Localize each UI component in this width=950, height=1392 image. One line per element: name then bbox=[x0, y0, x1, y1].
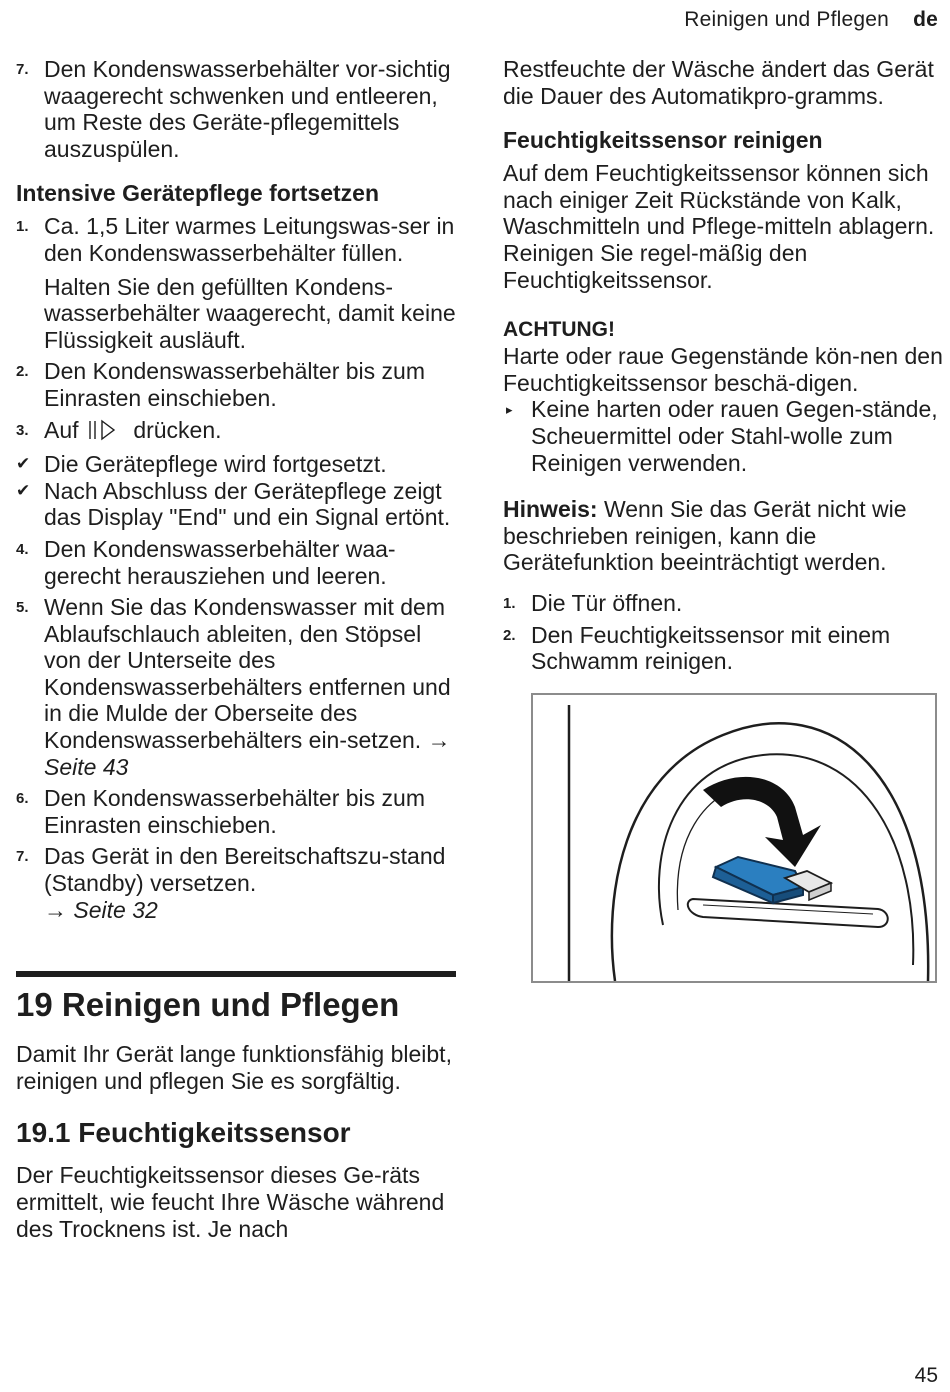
step-number: 2. bbox=[16, 363, 29, 381]
humidity-sensor-icon bbox=[713, 857, 831, 903]
subheading-continue-care: Intensive Gerätepflege fortsetzen bbox=[16, 180, 379, 207]
result-care-continues bbox=[16, 451, 456, 478]
step-text: Das Gerät in den Bereitschaftszu-stand (Standby) versetzen. bbox=[44, 843, 446, 897]
step-5-drain-hose bbox=[16, 594, 456, 780]
right-column bbox=[503, 56, 943, 983]
warning-bullet bbox=[503, 396, 943, 476]
step-4-remove-tank bbox=[16, 536, 456, 589]
step-text: Wenn Sie das Kondenswasser mit dem Ablaufschlauch ableiten, den Stöpsel von der Unterseite des Kondenswasserbehälters entfernen und in die Mulde der Oberseite des Kondenswasserbehälters ein-setzen. bbox=[44, 594, 451, 754]
step-text-before-icon: Auf bbox=[44, 416, 79, 443]
result-display-end bbox=[16, 478, 456, 531]
subheading-clean-sensor: Feuchtigkeitssensor reinigen bbox=[503, 127, 823, 154]
left-column bbox=[16, 56, 456, 1242]
checkmark-icon: ✔ bbox=[16, 480, 31, 500]
chapter-divider bbox=[16, 971, 456, 977]
step-number: 6. bbox=[16, 790, 29, 808]
step-3-press-start bbox=[16, 417, 456, 447]
result-text: Die Gerätepflege wird fortgesetzt. bbox=[44, 451, 387, 478]
step-text: Den Kondenswasserbehälter vor-sichtig waagerecht schwenken und entleeren, um Reste des Geräte-pflegemittels auszuspülen. bbox=[44, 56, 451, 162]
step-text: Den Kondenswasserbehälter bis zum Einrasten einschieben. bbox=[44, 785, 425, 838]
running-header-section: Reinigen und Pflegen bbox=[684, 8, 890, 31]
step-1-fill-water bbox=[16, 213, 456, 266]
step-number: 7. bbox=[16, 848, 29, 866]
step-number: 5. bbox=[16, 599, 29, 617]
step-2-insert-tank bbox=[16, 358, 456, 411]
sensor-intro: Auf dem Feuchtigkeitssensor können sich nach einiger Zeit Rückstände von Kalk, Waschmitteln und Pflege-mitteln ablagern. Reinigen Sie regel-mäßig den Feuchtigkeitssensor. bbox=[503, 160, 935, 293]
section-text: Der Feuchtigkeitssensor dieses Ge-räts ermittelt, wie feucht Ihre Wäsche während des Trocknens ist. Je nach bbox=[16, 1162, 445, 1242]
page-header bbox=[684, 8, 938, 32]
step-number: 1. bbox=[503, 594, 516, 612]
chapter-intro: Damit Ihr Gerät lange funktionsfähig bleibt, reinigen und pflegen Sie es sorgfältig. bbox=[16, 1041, 452, 1094]
note-text: Wenn Sie das Gerät nicht wie beschrieben reinigen, kann die Gerätefunktion beeinträchtigt werden. bbox=[503, 496, 907, 576]
step-text: Den Kondenswasserbehälter waa-gerecht herausziehen und leeren. bbox=[44, 535, 396, 589]
checkmark-icon: ✔ bbox=[16, 454, 31, 474]
note-paragraph bbox=[503, 496, 943, 576]
page-number: 45 bbox=[914, 1364, 938, 1387]
warning-text: Harte oder raue Gegenstände kön-nen den Feuchtigkeitssensor beschä-digen. bbox=[503, 343, 943, 396]
page-reference-link[interactable]: → Seite 32 bbox=[44, 896, 158, 923]
step-number: 7. bbox=[16, 61, 29, 78]
note-label: Hinweis: bbox=[503, 496, 598, 523]
page-reference-link[interactable]: → Seite 43 bbox=[44, 727, 451, 780]
start-pause-icon bbox=[87, 419, 121, 447]
result-text: Nach Abschluss der Gerätepflege zeigt das Display "End" und ein Signal ertönt. bbox=[44, 477, 451, 531]
step-text-after-icon: drücken. bbox=[133, 416, 222, 443]
step-2-clean-sensor bbox=[503, 622, 943, 675]
step-text: Den Feuchtigkeitssensor mit einem Schwamm reinigen. bbox=[531, 621, 891, 675]
rotate-arrow-icon bbox=[703, 777, 821, 867]
step-number: 1. bbox=[16, 218, 29, 236]
step-1-open-door bbox=[503, 590, 943, 617]
step-text: Den Kondenswasserbehälter bis zum Einrasten einschieben. bbox=[44, 358, 425, 411]
step-text: Die Tür öffnen. bbox=[531, 589, 683, 616]
step-number: 3. bbox=[16, 421, 29, 439]
step-1-note: Halten Sie den gefüllten Kondens-wasserbehälter waagerecht, damit keine Flüssigkeit ausläuft. bbox=[44, 273, 456, 353]
warning-title: ACHTUNG! bbox=[503, 318, 615, 342]
step-number: 4. bbox=[16, 540, 29, 558]
section-title: 19.1 Feuchtigkeitssensor bbox=[16, 1117, 351, 1149]
step-7-empty-tank bbox=[16, 56, 456, 162]
step-6-insert-tank bbox=[16, 785, 456, 838]
step-7-standby bbox=[16, 843, 456, 923]
sensor-cleaning-illustration bbox=[531, 693, 937, 983]
bullet-text: Keine harten oder rauen Gegen-stände, Scheuermittel oder Stahl-wolle zum Reinigen verwenden. bbox=[531, 396, 938, 476]
step-text: Ca. 1,5 Liter warmes Leitungswas-ser in den Kondenswasserbehälter füllen. bbox=[44, 213, 455, 266]
chapter-title: 19 Reinigen und Pflegen bbox=[16, 986, 400, 1024]
bullet-triangle-icon: ▸ bbox=[506, 402, 513, 418]
step-number: 2. bbox=[503, 626, 516, 644]
continued-paragraph: Restfeuchte der Wäsche ändert das Gerät die Dauer des Automatikpro-gramms. bbox=[503, 56, 934, 109]
running-header-language: de bbox=[913, 8, 938, 31]
